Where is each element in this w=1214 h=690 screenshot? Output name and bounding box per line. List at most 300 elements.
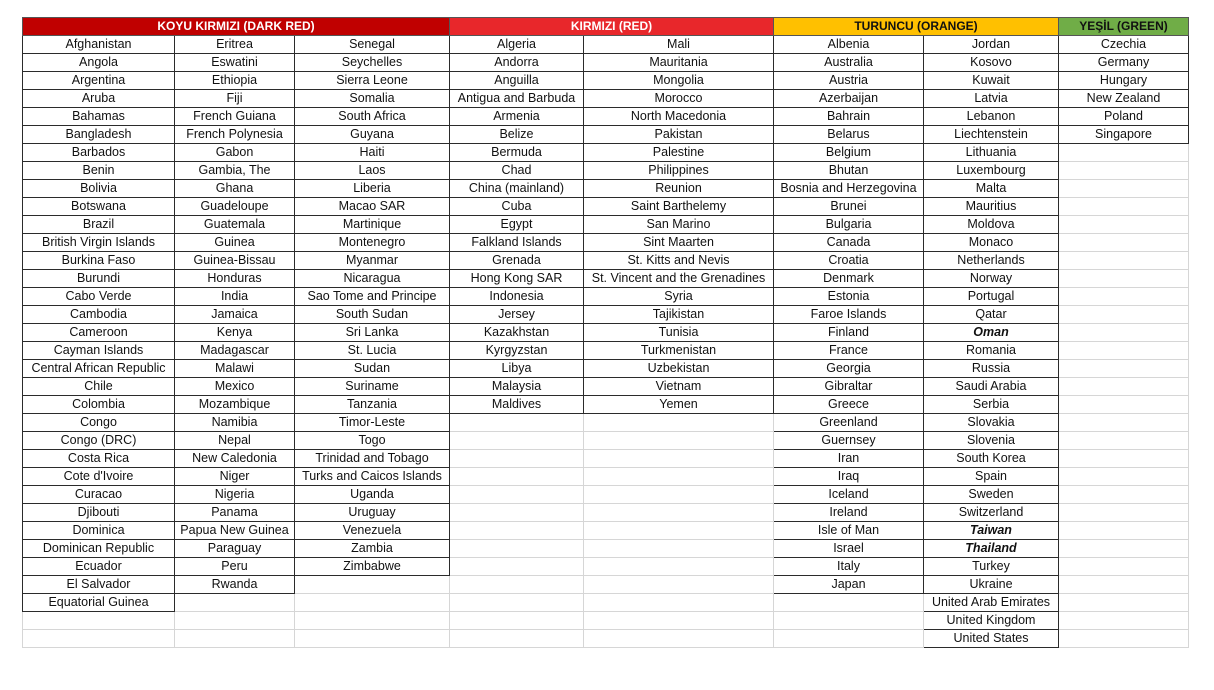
table-row: [23, 378, 1189, 396]
table-row: [23, 270, 1189, 288]
country-cell: Madagascar: [175, 342, 295, 360]
country-cell: Andorra: [450, 54, 584, 72]
empty-cell: [175, 612, 295, 630]
empty-cell: [1059, 198, 1189, 216]
country-cell: Spain: [924, 468, 1059, 486]
country-cell: Cuba: [450, 198, 584, 216]
table-row: [23, 90, 1189, 108]
country-cell: Zimbabwe: [295, 558, 450, 576]
country-cell: Dominican Republic: [23, 540, 175, 558]
country-cell: Qatar: [924, 306, 1059, 324]
country-cell: Mauritius: [924, 198, 1059, 216]
empty-cell: [1059, 522, 1189, 540]
country-cell: Guernsey: [774, 432, 924, 450]
country-cell: China (mainland): [450, 180, 584, 198]
country-cell: United Kingdom: [924, 612, 1059, 630]
country-cell: Timor-Leste: [295, 414, 450, 432]
country-cell: Benin: [23, 162, 175, 180]
country-cell: North Macedonia: [584, 108, 774, 126]
country-cell: Turkmenistan: [584, 342, 774, 360]
country-cell: Azerbaijan: [774, 90, 924, 108]
country-cell: Argentina: [23, 72, 175, 90]
country-cell: Lebanon: [924, 108, 1059, 126]
country-cell: Falkland Islands: [450, 234, 584, 252]
country-cell: Dominica: [23, 522, 175, 540]
country-cell: Guatemala: [175, 216, 295, 234]
empty-cell: [1059, 396, 1189, 414]
country-cell: Kazakhstan: [450, 324, 584, 342]
empty-cell: [1059, 342, 1189, 360]
country-cell: Mexico: [175, 378, 295, 396]
country-cell: Maldives: [450, 396, 584, 414]
country-cell: Belarus: [774, 126, 924, 144]
empty-cell: [295, 612, 450, 630]
empty-cell: [584, 576, 774, 594]
country-cell: Armenia: [450, 108, 584, 126]
country-cell: Seychelles: [295, 54, 450, 72]
country-cell: Italy: [774, 558, 924, 576]
country-cell: Aruba: [23, 90, 175, 108]
table-row: [23, 342, 1189, 360]
country-cell: French Guiana: [175, 108, 295, 126]
empty-cell: [1059, 288, 1189, 306]
table-row: [23, 612, 1189, 630]
empty-cell: [1059, 450, 1189, 468]
country-cell: Jersey: [450, 306, 584, 324]
empty-cell: [1059, 630, 1189, 648]
empty-cell: [1059, 306, 1189, 324]
empty-cell: [23, 630, 175, 648]
country-cell: Rwanda: [175, 576, 295, 594]
empty-cell: [1059, 576, 1189, 594]
empty-cell: [450, 630, 584, 648]
country-cell: United States: [924, 630, 1059, 648]
country-cell: French Polynesia: [175, 126, 295, 144]
country-cell: Peru: [175, 558, 295, 576]
country-cell: Gabon: [175, 144, 295, 162]
country-cell: New Zealand: [1059, 90, 1189, 108]
country-cell: Trinidad and Tobago: [295, 450, 450, 468]
country-cell: Nepal: [175, 432, 295, 450]
empty-cell: [295, 630, 450, 648]
country-cell: Cote d'Ivoire: [23, 468, 175, 486]
country-cell: Namibia: [175, 414, 295, 432]
country-cell: Chad: [450, 162, 584, 180]
country-cell: Uruguay: [295, 504, 450, 522]
table-row: [23, 414, 1189, 432]
country-cell: Portugal: [924, 288, 1059, 306]
country-cell: Papua New Guinea: [175, 522, 295, 540]
table-row: [23, 576, 1189, 594]
table-row: [23, 144, 1189, 162]
country-cell: Congo (DRC): [23, 432, 175, 450]
country-cell: Guinea: [175, 234, 295, 252]
country-cell: Eritrea: [175, 36, 295, 54]
country-cell: Cameroon: [23, 324, 175, 342]
country-cell: Malaysia: [450, 378, 584, 396]
country-cell: Kenya: [175, 324, 295, 342]
country-cell: Cayman Islands: [23, 342, 175, 360]
country-cell: South Africa: [295, 108, 450, 126]
country-cell: Morocco: [584, 90, 774, 108]
country-cell: Austria: [774, 72, 924, 90]
country-cell: Saudi Arabia: [924, 378, 1059, 396]
country-cell: Faroe Islands: [774, 306, 924, 324]
country-cell: Vietnam: [584, 378, 774, 396]
country-cell: Grenada: [450, 252, 584, 270]
empty-cell: [175, 630, 295, 648]
country-cell: Ireland: [774, 504, 924, 522]
empty-cell: [450, 486, 584, 504]
country-cell: Bangladesh: [23, 126, 175, 144]
country-cell: Turkey: [924, 558, 1059, 576]
table-row: [23, 594, 1189, 612]
country-cell: Turks and Caicos Islands: [295, 468, 450, 486]
country-cell: Brazil: [23, 216, 175, 234]
country-cell: Bosnia and Herzegovina: [774, 180, 924, 198]
country-cell: Iceland: [774, 486, 924, 504]
country-cell: Fiji: [175, 90, 295, 108]
country-cell: Botswana: [23, 198, 175, 216]
country-cell: Yemen: [584, 396, 774, 414]
empty-cell: [1059, 144, 1189, 162]
country-cell: Norway: [924, 270, 1059, 288]
country-cell: Venezuela: [295, 522, 450, 540]
country-cell: Bulgaria: [774, 216, 924, 234]
country-cell: Djibouti: [23, 504, 175, 522]
empty-cell: [1059, 504, 1189, 522]
country-cell: Belize: [450, 126, 584, 144]
country-cell: Latvia: [924, 90, 1059, 108]
table-row: [23, 54, 1189, 72]
country-cell: Iran: [774, 450, 924, 468]
country-cell: Singapore: [1059, 126, 1189, 144]
table-row: [23, 360, 1189, 378]
country-cell: Barbados: [23, 144, 175, 162]
table-row: [23, 306, 1189, 324]
country-cell: Curacao: [23, 486, 175, 504]
country-cell: South Sudan: [295, 306, 450, 324]
country-cell: Somalia: [295, 90, 450, 108]
country-cell: Moldova: [924, 216, 1059, 234]
empty-cell: [1059, 414, 1189, 432]
country-cell: Romania: [924, 342, 1059, 360]
table-row: [23, 324, 1189, 342]
country-cell: Slovenia: [924, 432, 1059, 450]
country-cell: Chile: [23, 378, 175, 396]
table-row: [23, 216, 1189, 234]
empty-cell: [1059, 270, 1189, 288]
country-cell: Slovakia: [924, 414, 1059, 432]
country-cell: Egypt: [450, 216, 584, 234]
country-cell: Honduras: [175, 270, 295, 288]
country-cell: Saint Barthelemy: [584, 198, 774, 216]
group-header-red: KIRMIZI (RED): [450, 18, 774, 36]
empty-cell: [1059, 324, 1189, 342]
empty-cell: [584, 504, 774, 522]
empty-cell: [1059, 540, 1189, 558]
country-cell: Belgium: [774, 144, 924, 162]
country-cell: Nicaragua: [295, 270, 450, 288]
country-cell: Monaco: [924, 234, 1059, 252]
country-cell: Paraguay: [175, 540, 295, 558]
country-cell: Albenia: [774, 36, 924, 54]
country-cell: Liberia: [295, 180, 450, 198]
country-cell: Hungary: [1059, 72, 1189, 90]
country-cell: Jamaica: [175, 306, 295, 324]
country-cell: Senegal: [295, 36, 450, 54]
country-cell: El Salvador: [23, 576, 175, 594]
empty-cell: [450, 540, 584, 558]
country-cell: Colombia: [23, 396, 175, 414]
country-cell: France: [774, 342, 924, 360]
country-cell: Taiwan: [924, 522, 1059, 540]
empty-cell: [774, 594, 924, 612]
country-cell: Bahrain: [774, 108, 924, 126]
empty-cell: [1059, 594, 1189, 612]
empty-cell: [23, 612, 175, 630]
country-cell: Kyrgyzstan: [450, 342, 584, 360]
country-cell: San Marino: [584, 216, 774, 234]
country-cell: Sweden: [924, 486, 1059, 504]
empty-cell: [584, 450, 774, 468]
empty-cell: [584, 414, 774, 432]
empty-cell: [1059, 216, 1189, 234]
country-cell: South Korea: [924, 450, 1059, 468]
empty-cell: [450, 522, 584, 540]
country-cell: Greece: [774, 396, 924, 414]
country-cell: St. Kitts and Nevis: [584, 252, 774, 270]
table-row: [23, 486, 1189, 504]
country-cell: Poland: [1059, 108, 1189, 126]
country-cell: Malta: [924, 180, 1059, 198]
country-cell: Panama: [175, 504, 295, 522]
country-cell: Indonesia: [450, 288, 584, 306]
country-cell: Burundi: [23, 270, 175, 288]
country-cell: Angola: [23, 54, 175, 72]
empty-cell: [1059, 486, 1189, 504]
empty-cell: [1059, 162, 1189, 180]
country-cell: Mali: [584, 36, 774, 54]
table-row: [23, 468, 1189, 486]
country-cell: Germany: [1059, 54, 1189, 72]
country-cell: Lithuania: [924, 144, 1059, 162]
country-cell: Bolivia: [23, 180, 175, 198]
country-cell: Nigeria: [175, 486, 295, 504]
country-cell: Switzerland: [924, 504, 1059, 522]
empty-cell: [295, 594, 450, 612]
empty-cell: [584, 522, 774, 540]
country-cell: Niger: [175, 468, 295, 486]
country-cell: Togo: [295, 432, 450, 450]
country-cell: Oman: [924, 324, 1059, 342]
country-cell: Ecuador: [23, 558, 175, 576]
table-row: [23, 162, 1189, 180]
country-cell: Brunei: [774, 198, 924, 216]
country-cell: St. Vincent and the Grenadines: [584, 270, 774, 288]
empty-cell: [1059, 180, 1189, 198]
country-cell: Sao Tome and Principe: [295, 288, 450, 306]
country-cell: Ghana: [175, 180, 295, 198]
country-cell: Montenegro: [295, 234, 450, 252]
empty-cell: [1059, 252, 1189, 270]
country-cell: Suriname: [295, 378, 450, 396]
country-cell: Croatia: [774, 252, 924, 270]
country-cell: India: [175, 288, 295, 306]
empty-cell: [1059, 360, 1189, 378]
country-cell: Cabo Verde: [23, 288, 175, 306]
country-cell: Kuwait: [924, 72, 1059, 90]
country-cell: Ukraine: [924, 576, 1059, 594]
table-row: [23, 558, 1189, 576]
country-cell: Tunisia: [584, 324, 774, 342]
country-cell: Palestine: [584, 144, 774, 162]
country-cell: Mongolia: [584, 72, 774, 90]
empty-cell: [1059, 612, 1189, 630]
table-row: [23, 630, 1189, 648]
country-cell: Finland: [774, 324, 924, 342]
empty-cell: [450, 576, 584, 594]
country-cell: Japan: [774, 576, 924, 594]
country-cell: Iraq: [774, 468, 924, 486]
country-cell: Gambia, The: [175, 162, 295, 180]
country-cell: Reunion: [584, 180, 774, 198]
empty-cell: [1059, 234, 1189, 252]
empty-cell: [450, 432, 584, 450]
table-row: [23, 504, 1189, 522]
country-cell: St. Lucia: [295, 342, 450, 360]
country-cell: Sri Lanka: [295, 324, 450, 342]
country-cell: Sierra Leone: [295, 72, 450, 90]
table-row: [23, 234, 1189, 252]
table-row: [23, 126, 1189, 144]
country-cell: Laos: [295, 162, 450, 180]
country-cell: Israel: [774, 540, 924, 558]
country-cell: Luxembourg: [924, 162, 1059, 180]
country-cell: Eswatini: [175, 54, 295, 72]
table-row: [23, 36, 1189, 54]
empty-cell: [175, 594, 295, 612]
empty-cell: [1059, 468, 1189, 486]
country-cell: Serbia: [924, 396, 1059, 414]
country-cell: Algeria: [450, 36, 584, 54]
empty-cell: [584, 432, 774, 450]
country-cell: Central African Republic: [23, 360, 175, 378]
country-cell: Uzbekistan: [584, 360, 774, 378]
country-cell: Denmark: [774, 270, 924, 288]
country-cell: Cambodia: [23, 306, 175, 324]
country-cell: Malawi: [175, 360, 295, 378]
country-cell: Liechtenstein: [924, 126, 1059, 144]
country-cell: Mauritania: [584, 54, 774, 72]
group-header-orange: TURUNCU (ORANGE): [774, 18, 1059, 36]
country-color-table: [22, 17, 1189, 648]
country-cell: Afghanistan: [23, 36, 175, 54]
empty-cell: [1059, 432, 1189, 450]
empty-cell: [584, 540, 774, 558]
country-cell: Anguilla: [450, 72, 584, 90]
country-cell: Kosovo: [924, 54, 1059, 72]
country-cell: Macao SAR: [295, 198, 450, 216]
country-cell: Australia: [774, 54, 924, 72]
table-row: [23, 432, 1189, 450]
country-cell: Canada: [774, 234, 924, 252]
country-cell: Uganda: [295, 486, 450, 504]
table-row: [23, 198, 1189, 216]
empty-cell: [450, 558, 584, 576]
country-cell: Martinique: [295, 216, 450, 234]
country-cell: Sudan: [295, 360, 450, 378]
empty-cell: [584, 612, 774, 630]
table-row: [23, 180, 1189, 198]
country-cell: Georgia: [774, 360, 924, 378]
empty-cell: [450, 450, 584, 468]
country-cell: British Virgin Islands: [23, 234, 175, 252]
country-cell: Russia: [924, 360, 1059, 378]
table-row: [23, 72, 1189, 90]
empty-cell: [584, 630, 774, 648]
empty-cell: [450, 504, 584, 522]
table-row: [23, 108, 1189, 126]
empty-cell: [450, 594, 584, 612]
empty-cell: [584, 486, 774, 504]
country-cell: Costa Rica: [23, 450, 175, 468]
country-cell: Bahamas: [23, 108, 175, 126]
country-cell: Tanzania: [295, 396, 450, 414]
country-cell: New Caledonia: [175, 450, 295, 468]
country-cell: Tajikistan: [584, 306, 774, 324]
table-row: [23, 396, 1189, 414]
country-cell: Netherlands: [924, 252, 1059, 270]
country-cell: Philippines: [584, 162, 774, 180]
country-cell: Syria: [584, 288, 774, 306]
table-row: [23, 450, 1189, 468]
country-cell: Hong Kong SAR: [450, 270, 584, 288]
country-cell: Haiti: [295, 144, 450, 162]
country-cell: United Arab Emirates: [924, 594, 1059, 612]
country-cell: Zambia: [295, 540, 450, 558]
country-cell: Isle of Man: [774, 522, 924, 540]
country-cell: Burkina Faso: [23, 252, 175, 270]
empty-cell: [450, 468, 584, 486]
country-cell: Sint Maarten: [584, 234, 774, 252]
country-cell: Myanmar: [295, 252, 450, 270]
country-cell: Guinea-Bissau: [175, 252, 295, 270]
empty-cell: [295, 576, 450, 594]
empty-cell: [774, 630, 924, 648]
country-cell: Bermuda: [450, 144, 584, 162]
country-cell: Mozambique: [175, 396, 295, 414]
empty-cell: [450, 414, 584, 432]
country-cell: Congo: [23, 414, 175, 432]
country-cell: Bhutan: [774, 162, 924, 180]
empty-cell: [774, 612, 924, 630]
empty-cell: [584, 594, 774, 612]
table-row: [23, 540, 1189, 558]
country-cell: Equatorial Guinea: [23, 594, 175, 612]
country-cell: Libya: [450, 360, 584, 378]
country-cell: Gibraltar: [774, 378, 924, 396]
country-cell: Estonia: [774, 288, 924, 306]
group-header-dark-red: KOYU KIRMIZI (DARK RED): [23, 18, 450, 36]
country-cell: Guadeloupe: [175, 198, 295, 216]
group-header-green: YEŞİL (GREEN): [1059, 18, 1189, 36]
empty-cell: [1059, 378, 1189, 396]
country-cell: Ethiopia: [175, 72, 295, 90]
country-cell: Thailand: [924, 540, 1059, 558]
empty-cell: [1059, 558, 1189, 576]
country-cell: Antigua and Barbuda: [450, 90, 584, 108]
